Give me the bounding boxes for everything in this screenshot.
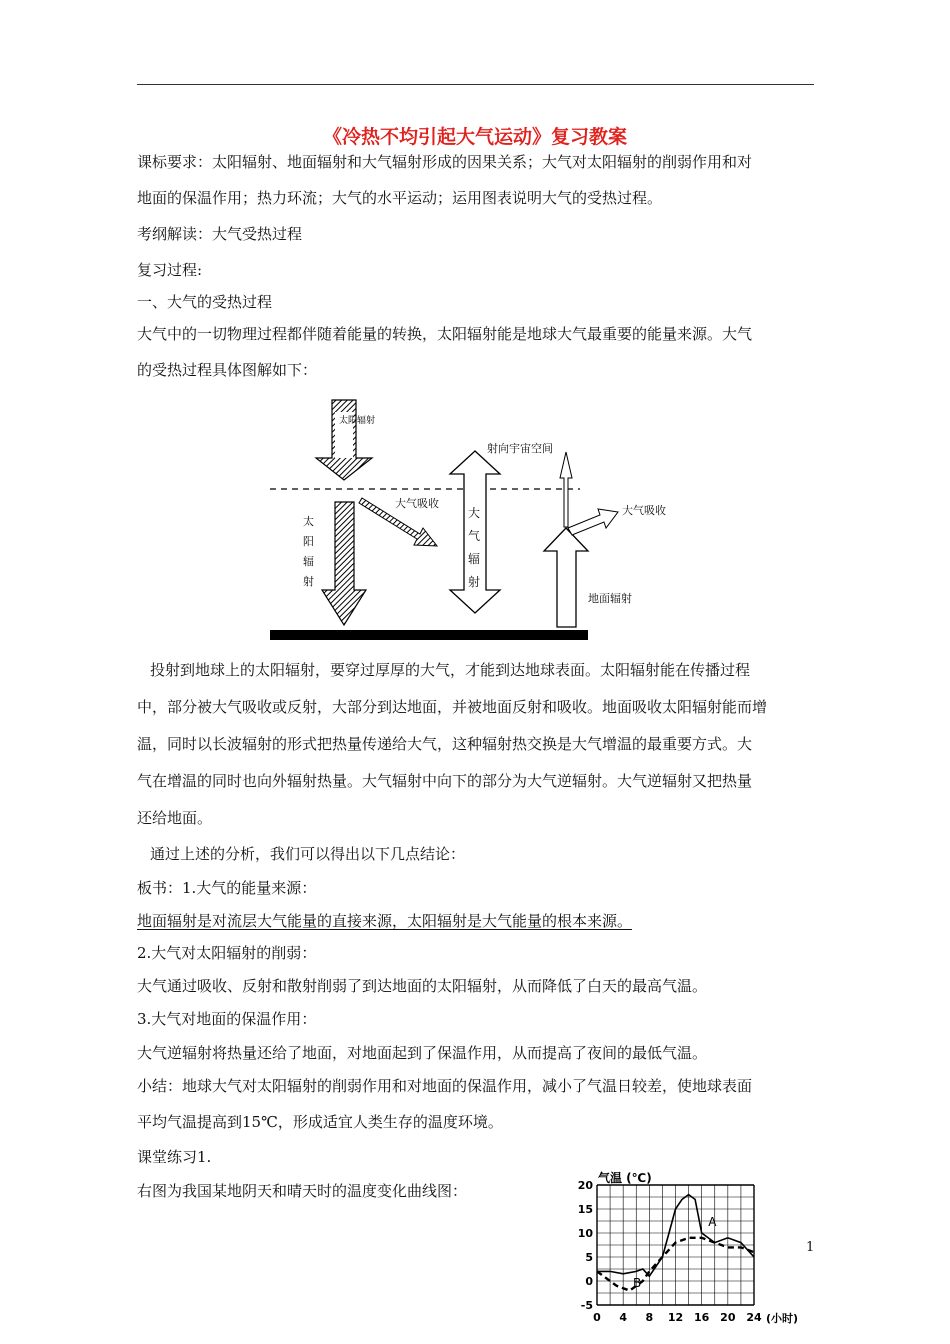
y-tick-label: 10 xyxy=(577,1227,593,1240)
x-tick-label: 20 xyxy=(720,1311,736,1324)
label-atmospheric-radiation: 大气辐射 xyxy=(468,506,481,589)
solar-radiation-arrow-bottom xyxy=(322,502,366,625)
label-atmosphere-absorb-right: 大气吸收 xyxy=(622,504,666,517)
text-line: 大气中的一切物理过程都伴随着能量的转换，太阳辐射能是地球大气最重要的能量来源。大气 xyxy=(137,325,753,343)
text-line: 通过上述的分析，我们可以得出以下几点结论： xyxy=(150,845,466,863)
summary-line: 平均气温提高到15℃，形成适宜人类生存的温度环境。 xyxy=(137,1113,503,1131)
x-tick-label: 24 xyxy=(746,1311,762,1324)
board-text: 大气逆辐射将热量还给了地面，对地面起到了保温作用，从而提高了夜间的最低气温。 xyxy=(137,1044,708,1062)
text-line: 中，部分被大气吸收或反射，大部分到达地面，并被地面反射和吸收。地面吸收太阳辐射能而增 xyxy=(137,698,768,716)
chart-ylabel: 气温 (℃) xyxy=(598,1171,652,1185)
chart-y-ticks xyxy=(578,1179,594,1312)
page-number: 1 xyxy=(806,1240,815,1255)
text-line: 考纲解读：大气受热过程 xyxy=(137,225,303,243)
x-tick-label: 16 xyxy=(694,1311,710,1324)
y-tick-label: 15 xyxy=(577,1203,593,1216)
series-label-B: B xyxy=(632,1275,642,1290)
chart-series-labels xyxy=(633,1215,717,1290)
atmosphere-absorb-arrow-right xyxy=(568,509,618,535)
chart-x-ticks xyxy=(593,1311,762,1324)
board-heading: 3.大气对地面的保温作用： xyxy=(137,1010,317,1028)
y-tick-label: 0 xyxy=(585,1275,593,1288)
summary-line: 小结：地球大气对太阳辐射的削弱作用和对地面的保温作用，减小了气温日较差，使地球表面 xyxy=(137,1077,753,1095)
ground-surface xyxy=(270,630,588,640)
exercise-text: 右图为我国某地阴天和晴天时的温度变化曲线图： xyxy=(137,1182,468,1200)
temperature-chart xyxy=(570,1165,800,1344)
text-line: 的受热过程具体图解如下： xyxy=(137,361,318,379)
y-tick-label: 20 xyxy=(577,1179,593,1192)
label-ground-radiation: 地面辐射 xyxy=(588,592,632,605)
x-tick-label: 8 xyxy=(645,1311,654,1324)
x-tick-label: 4 xyxy=(619,1311,627,1324)
text-line: 复习过程: xyxy=(137,261,203,279)
x-tick-label: 0 xyxy=(593,1311,601,1324)
section-heading: 一、大气的受热过程 xyxy=(137,293,273,311)
text-line: 投射到地球上的太阳辐射，要穿过厚厚的大气，才能到达地球表面。太阳辐射能在传播过程 xyxy=(150,661,751,679)
chart-grid xyxy=(597,1185,754,1305)
text-line: 还给地面。 xyxy=(137,809,213,827)
x-tick-label: 12 xyxy=(667,1311,684,1324)
text-line: 温，同时以长波辐射的形式把热量传递给大气，这种辐射热交换是大气增温的最重要方式。大 xyxy=(137,735,753,753)
board-heading: 板书：1.大气的能量来源： xyxy=(137,879,317,897)
series-label-A: A xyxy=(708,1214,717,1229)
board-text: 大气通过吸收、反射和散射削弱了到达地面的太阳辐射，从而降低了白天的最高气温。 xyxy=(137,977,708,995)
label-sun-bottom: 太阳辐射 xyxy=(303,515,314,588)
exercise-heading: 课堂练习1. xyxy=(137,1148,212,1166)
label-to-space: 射向宇宙空间 xyxy=(487,442,553,455)
text-line: 课标要求：太阳辐射、地面辐射和大气辐射形成的因果关系；大气对太阳辐射的削弱作用和对 xyxy=(137,153,753,171)
text-line: 气在增温的同时也向外辐射热量。大气辐射中向下的部分为大气逆辐射。大气逆辐射又把热量 xyxy=(137,772,753,790)
label-sun-top: 太阳辐射 xyxy=(339,416,376,426)
board-heading: 2.大气对太阳辐射的削弱： xyxy=(137,944,317,962)
y-tick-label: -5 xyxy=(580,1299,593,1312)
chart-xlabel: (小时) xyxy=(766,1312,799,1325)
label-atmosphere-absorb-left: 大气吸收 xyxy=(395,497,439,510)
y-tick-label: 5 xyxy=(585,1251,593,1264)
text-line: 地面的保温作用；热力环流；大气的水平运动；运用图表说明大气的受热过程。 xyxy=(137,189,663,207)
document-title: 《冷热不均引起大气运动》复习教案 xyxy=(322,126,627,148)
board-text: 地面辐射是对流层大气能量的直接来源，太阳辐射是大气能量的根本来源。 xyxy=(137,912,633,930)
ground-radiation-arrow xyxy=(544,528,588,627)
